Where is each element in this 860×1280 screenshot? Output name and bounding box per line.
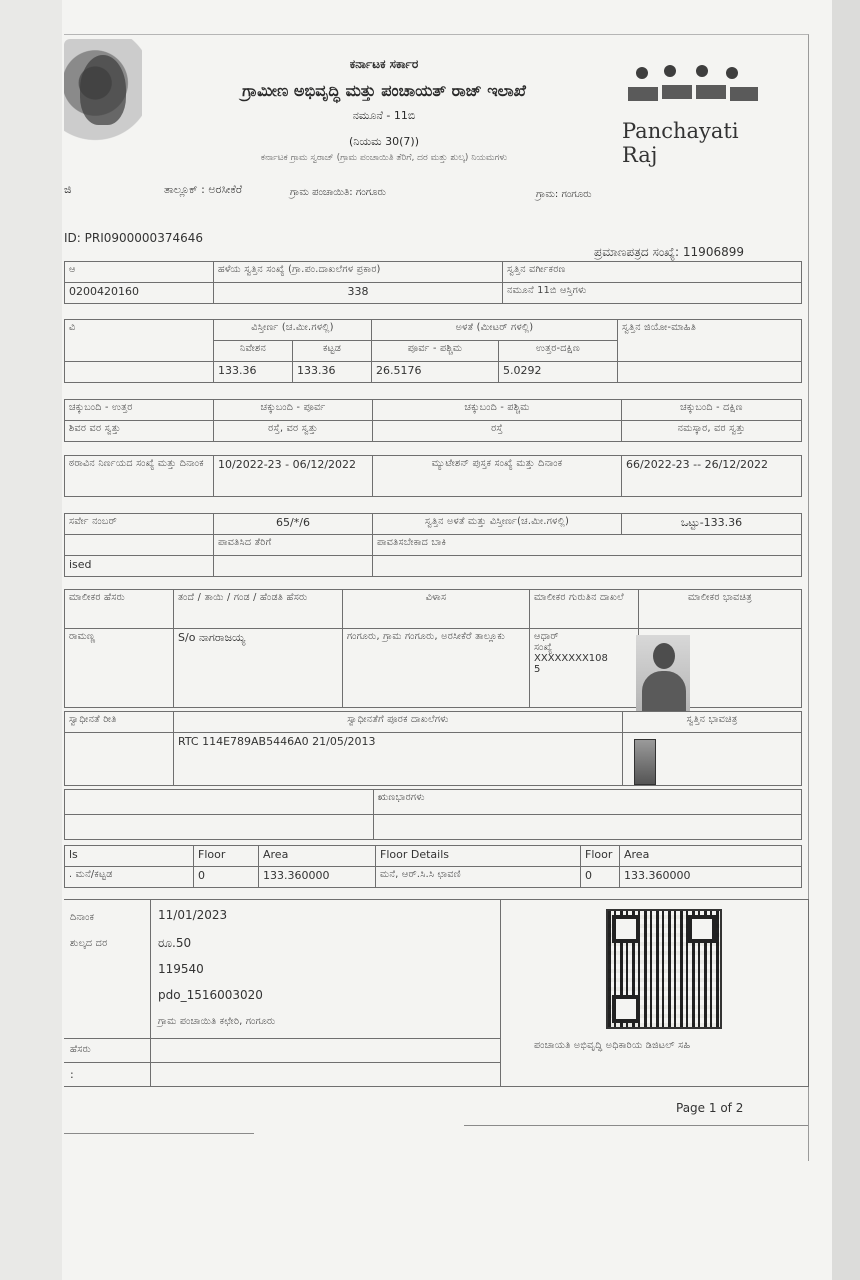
property-code: 0200420160 — [65, 283, 214, 304]
gov-title: ಕರ್ನಾಟಕ ಸರ್ಕಾರ — [349, 57, 419, 71]
building-label: ಕಟ್ಟಡ — [293, 341, 372, 362]
panchayati-raj-text: Panchayati Raj — [622, 119, 739, 167]
owner-name: ರಾಮಣ್ಣ — [65, 629, 174, 708]
area-header-left: Area — [259, 846, 376, 867]
north-south-value: 5.0292 — [499, 362, 618, 383]
owner-relation: S/o ನಾಗರಾಜಯ್ಯ — [174, 629, 343, 708]
property-photo-label: ಸ್ವತ್ತಿನ ಭಾವಚಿತ್ರ — [623, 712, 802, 733]
ownership-doc: RTC 114E789AB5446A0 21/05/2013 — [174, 733, 623, 786]
taluk-label: ತಾಲ್ಲೂಕ್ : ಅರಸೀಕೆರೆ — [164, 183, 243, 196]
property-class: ನಮೂನೆ 11ಬಿ ಆಸ್ತಿಗಳು — [503, 283, 802, 304]
id-type: ಆಧಾರ್ — [534, 631, 559, 642]
floor-number-left: 0 — [194, 867, 259, 888]
site-area: 133.36 — [214, 362, 293, 383]
area-row-label: ವಿ — [65, 320, 214, 362]
building-area: 133.36 — [293, 362, 372, 383]
old-property-number: 338 — [214, 283, 503, 304]
south-boundary-label: ಚಕ್ಕುಬಂದಿ - ದಕ್ಷಿಣ — [622, 400, 802, 421]
owner-address: ಗಂಗೂರು, ಗ್ರಾಮ ಗಂಗೂರು, ಅರಸೀಕೆರೆ ತಾಲ್ಲೂಕು — [343, 629, 530, 708]
fee-label: ಶುಲ್ಕದ ದರ — [70, 938, 108, 949]
resolution-table — [64, 455, 802, 497]
karnataka-emblem-icon — [64, 39, 142, 149]
digital-signature-label: ಪಂಚಾಯತಿ ಅಭಿವೃದ್ಧಿ ಅಧಿಕಾರಿಯ ಡಿಜಿಟಲ್ ಸಹಿ — [534, 1040, 691, 1051]
floor-header-left: Floor — [194, 846, 259, 867]
floor-header-right: Floor — [581, 846, 620, 867]
property-id: ID: PRI0900000374646 — [64, 231, 204, 245]
issue-date: 11/01/2023 — [158, 908, 228, 922]
id-subtype: ಸಂಖ್ಯೆ — [534, 642, 553, 653]
floors-table — [64, 845, 802, 888]
address-label: ವಿಳಾಸ — [343, 590, 530, 629]
boundaries-table — [64, 399, 802, 442]
area-header-right: Area — [620, 846, 802, 867]
rule-number: (ನಿಯಮ 30(7)) — [348, 135, 420, 148]
name-label: ಹೆಸರು — [70, 1044, 91, 1055]
relation-label: ತಂದೆ / ತಾಯಿ / ಗಂಡ / ಹೆಂಡತಿ ಹೆಸರು — [174, 590, 343, 629]
total-area-label: ಸ್ವತ್ತಿನ ಅಳತೆ ಮತ್ತು ವಿಸ್ತೀರ್ಣ(ಚ.ಮೀ.ಗಳಲ್ಲಿ) — [373, 514, 622, 535]
id-number: XXXXXXXX108 — [534, 653, 608, 664]
encumbrance-table — [64, 789, 802, 840]
gp-label: ಗ್ರಾಮ ಪಂಚಾಯಿತಿ: ಗಂಗೂರು — [290, 187, 386, 198]
property-class-label: ಸ್ವತ್ತಿನ ವರ್ಗೀಕರಣ — [503, 262, 802, 283]
mutation-value: 66/2022-23 -- 26/12/2022 — [622, 456, 802, 497]
ised-cell: ised — [65, 556, 214, 577]
date-label: ದಿನಾಂಕ — [70, 912, 95, 923]
east-boundary: ರಸ್ತೆ, ವರ ಸ್ವತ್ತು — [214, 421, 373, 442]
col-label: ಆ — [65, 262, 214, 283]
site-label: ನಿವೇಶನ — [214, 341, 293, 362]
west-boundary: ರಸ್ತೆ — [373, 421, 622, 442]
ownership-table — [64, 711, 802, 786]
floor-details-header: Floor Details — [376, 846, 581, 867]
south-boundary: ನಮಸ್ಕಾರ, ವರ ಸ್ವತ್ತು — [622, 421, 802, 442]
north-south-label: ಉತ್ತರ-ದಕ್ಷಿಣ — [499, 341, 618, 362]
issuer-office: ಗ್ರಾಮ ಪಂಚಾಯಿತಿ ಕಛೇರಿ, ಗಂಗೂರು — [158, 1016, 276, 1027]
east-west-label: ಪೂರ್ವ - ಪಶ್ಚಿಮ — [372, 341, 499, 362]
north-boundary-label: ಚಕ್ಕುಬಂದಿ - ಉತ್ತರ — [65, 400, 214, 421]
total-area: ಒಟ್ಟು-133.36 — [622, 514, 802, 535]
owner-table — [64, 589, 802, 708]
owner-id-label: ಮಾಲೀಕರ ಗುರುತಿನ ದಾಖಲೆ — [530, 590, 639, 629]
fee-amount: ರೂ.50 — [158, 936, 192, 950]
floor-area-right: 133.360000 — [620, 867, 802, 888]
owner-name-label: ಮಾಲೀಕರ ಹೆಸರು — [65, 590, 174, 629]
floor-details: ಮನೆ, ಆರ್.ಸಿ.ಸಿ ಛಾವಣಿ — [376, 867, 581, 888]
survey-table — [64, 513, 802, 577]
qr-code-icon — [606, 909, 722, 1029]
survey-no: 65/*/6 — [214, 514, 373, 535]
area-header: ವಿಸ್ತೀರ್ಣ (ಚ.ಮೀ.ಗಳಲ್ಲಿ) — [214, 320, 372, 341]
east-west-value: 26.5176 — [372, 362, 499, 383]
form-number: ನಮೂನೆ - 11ಬಿ — [352, 109, 416, 122]
resolution-value: 10/2022-23 - 06/12/2022 — [214, 456, 373, 497]
west-boundary-label: ಚಕ್ಕುಬಂದಿ - ಪಶ್ಚಿಮ — [373, 400, 622, 421]
village-label: ಗ್ರಾಮ: ಗಂಗೂರು — [536, 189, 592, 200]
old-property-no-label: ಹಳೆಯ ಸ್ವತ್ತಿನ ಸಂಖ್ಯೆ (ಗ್ರಾ.ಪಂ.ದಾಖಲೆಗಳ ಪ್ರಕಾರ) — [214, 262, 503, 283]
resolution-label: ಠರಾವಿನ ನಿರ್ಣಯದ ಸಂಖ್ಯೆ ಮತ್ತು ದಿನಾಂಕ — [65, 456, 214, 497]
floors-col-1: ls — [65, 846, 194, 867]
owner-photo-label: ಮಾಲೀಕರ ಭಾವಚಿತ್ರ — [639, 590, 802, 629]
geo-info-header: ಸ್ವತ್ತಿನ ಜಿಯೋ-ಮಾಹಿತಿ — [618, 320, 802, 362]
floor-number-right: 0 — [581, 867, 620, 888]
panchayati-raj-logo — [622, 65, 762, 167]
owner-photo — [636, 635, 690, 711]
id-number-tail: 5 — [534, 664, 541, 675]
colon-label: : — [70, 1068, 74, 1081]
property-id-table — [64, 261, 802, 304]
property-photo — [634, 739, 656, 785]
issuer-id: pdo_1516003020 — [158, 988, 263, 1002]
east-boundary-label: ಚಕ್ಕುಬಂದಿ - ಪೂರ್ವ — [214, 400, 373, 421]
floor-area-left: 133.360000 — [259, 867, 376, 888]
tax-due-label: ಪಾವತಿಸಬೇಕಾದ ಬಾಕಿ — [373, 535, 802, 556]
receipt-number: 119540 — [158, 962, 204, 976]
certificate-number: ಪ್ರಮಾಣಪತ್ರದ ಸಂಖ್ಯೆ: 11906899 — [594, 245, 744, 259]
floor-type: . ಮನೆ/ಕಟ್ಟಡ — [65, 867, 194, 888]
form-11b-document — [64, 34, 809, 1161]
owner-id-cell — [530, 629, 639, 708]
page-number: Page 1 of 2 — [676, 1101, 744, 1115]
encumbrance-label: ಋಣಭಾರಗಳು — [374, 790, 802, 815]
dimension-header: ಅಳತೆ (ಮೀಟರ್ ಗಳಲ್ಲಿ) — [372, 320, 618, 341]
north-boundary: ಶಿವರ ವರ ಸ್ವತ್ತು — [65, 421, 214, 442]
ownership-docs-label: ಸ್ವಾಧೀನತೆಗೆ ಪೂರಕ ದಾಖಲೆಗಳು — [174, 712, 623, 733]
area-table — [64, 319, 802, 383]
mutation-label: ಮ್ಯುಟೇಶನ್ ಪುಸ್ತಕ ಸಂಖ್ಯೆ ಮತ್ತು ದಿನಾಂಕ — [373, 456, 622, 497]
district-label: ಜಿ — [64, 183, 72, 196]
form-subtitle: ಕರ್ನಾಟಕ ಗ್ರಾಮ ಸ್ವರಾಜ್ (ಗ್ರಾಮ ಪಂಚಾಯಿತಿ ತೆರಿಗೆ, ದರ ಮತ್ತು ಶುಲ್ಕ) ನಿಯಮಗಳು — [260, 153, 508, 163]
tax-paid-label: ಪಾವತಿಸಿದ ತೆರಿಗೆ — [214, 535, 373, 556]
ownership-type-label: ಸ್ವಾಧೀನತೆ ರೀತಿ — [65, 712, 174, 733]
dept-title: ಗ್ರಾಮೀಣ ಅಭಿವೃದ್ಧಿ ಮತ್ತು ಪಂಚಾಯತ್ ರಾಜ್ ಇಲಾಖೆ — [242, 81, 526, 100]
survey-no-label: ಸರ್ವೇ ನಂಬರ್ — [65, 514, 214, 535]
